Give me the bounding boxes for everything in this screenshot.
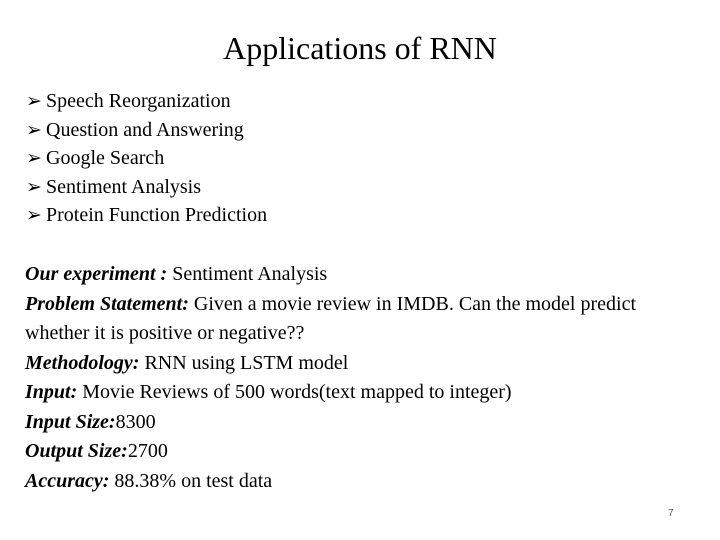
input-line bbox=[25, 378, 705, 408]
accuracy-line bbox=[25, 467, 705, 497]
experiment-details bbox=[25, 260, 705, 496]
applications-list bbox=[26, 87, 267, 230]
arrow-right-icon: ➢ bbox=[26, 90, 42, 112]
input-value: Movie Reviews of 500 words(text mapped to integer) bbox=[77, 381, 512, 403]
arrow-right-icon: ➢ bbox=[26, 118, 42, 141]
input-size-line bbox=[25, 408, 705, 438]
list-item-label: Protein Function Prediction bbox=[46, 204, 268, 226]
input-size-value: 8300 bbox=[115, 410, 156, 433]
list-item-label: Speech Reorganization bbox=[46, 90, 231, 112]
arrow-right-icon: ➢ bbox=[26, 175, 42, 198]
accuracy-label: Accuracy: bbox=[25, 469, 110, 492]
arrow-right-icon: ➢ bbox=[26, 147, 42, 169]
input-label: Input: bbox=[25, 381, 78, 403]
problem-statement-line bbox=[25, 290, 705, 349]
input-size-label: Input Size: bbox=[25, 410, 116, 433]
methodology-label: Methodology: bbox=[25, 351, 140, 374]
problem-statement-value: Given a movie review in IMDB. Can the model predict whether it is positive or negative?? bbox=[25, 292, 636, 344]
list-item bbox=[26, 87, 267, 116]
methodology-line bbox=[25, 349, 705, 379]
list-item bbox=[26, 144, 267, 173]
problem-statement-label: Problem Statement: bbox=[25, 292, 189, 315]
arrow-right-icon: ➢ bbox=[26, 204, 42, 226]
experiment-value: Sentiment Analysis bbox=[167, 263, 328, 285]
page-number: 7 bbox=[668, 508, 674, 519]
list-item-label: Question and Answering bbox=[46, 118, 244, 141]
output-size-line bbox=[25, 437, 705, 467]
list-item bbox=[26, 173, 267, 202]
output-size-label: Output Size: bbox=[25, 440, 128, 462]
slide-title: Applications of RNN bbox=[223, 30, 497, 66]
list-item bbox=[26, 116, 267, 145]
list-item-label: Sentiment Analysis bbox=[46, 175, 201, 198]
methodology-value: RNN using LSTM model bbox=[139, 351, 349, 374]
list-item-label: Google Search bbox=[46, 147, 165, 169]
accuracy-value: 88.38% on test data bbox=[109, 469, 273, 492]
output-size-value: 2700 bbox=[127, 440, 168, 462]
experiment-label: Our experiment : bbox=[25, 263, 168, 285]
list-item bbox=[26, 201, 267, 230]
experiment-line bbox=[25, 260, 705, 290]
